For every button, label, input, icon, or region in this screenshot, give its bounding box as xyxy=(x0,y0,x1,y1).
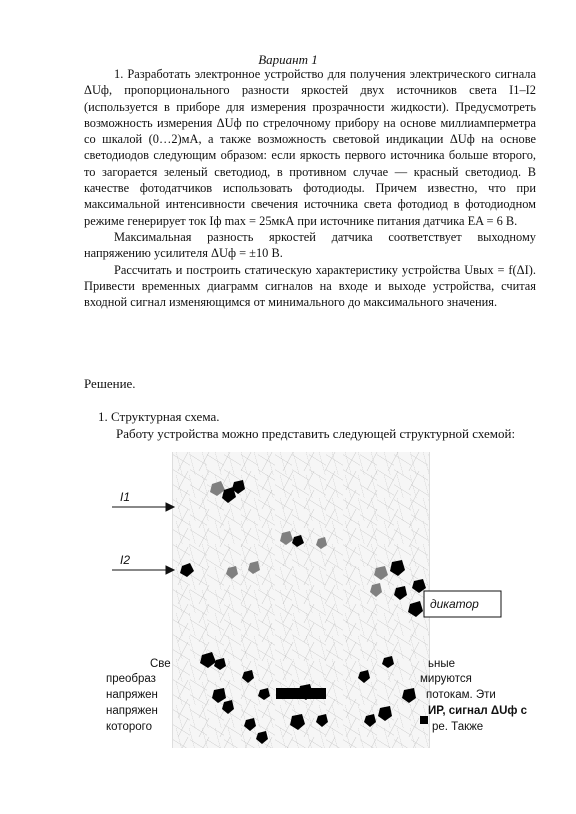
fragment-left: напряжен xyxy=(106,689,158,701)
tile xyxy=(210,481,225,496)
tile xyxy=(244,718,256,731)
tile xyxy=(292,535,304,547)
fragment-right: ре. Также xyxy=(432,721,484,733)
fragment-right: ьные xyxy=(428,658,456,670)
tile xyxy=(200,652,216,668)
tile xyxy=(256,731,268,744)
tile xyxy=(226,566,238,579)
input1-arrow-icon xyxy=(166,503,174,511)
fragment-left: преобраз xyxy=(106,673,156,685)
tile xyxy=(316,537,327,549)
input1-label: I1 xyxy=(120,490,131,504)
tile xyxy=(408,601,423,617)
fragment-right: ИР, сигнал ΔUф с xyxy=(428,705,528,717)
task-paragraph-2: Максимальная разность яркостей датчика соответствует выходному напряжению усилителя ΔUф = ±10 В. xyxy=(84,229,536,261)
fragment-left: напряжен xyxy=(106,705,158,717)
tile xyxy=(364,714,376,727)
tile xyxy=(222,700,234,714)
tile xyxy=(316,714,328,727)
tile xyxy=(420,716,428,724)
task-paragraph-1: 1. Разработать электронное устройство для получения электрического сигнала ΔUф, пропорционального разности яркостей двух источников света I1–I2 (используется в приборе для измерения прозрачности жидкости). Предусмотреть возможность измерения ΔUф по стрелочному прибору на основе миллиамперметра со шкалой (0…2)мА, а также возможность световой индикации ΔUф на основе светодиодов следующим образом: если яркость первого источника больше второго, то загорается зеленый светодиод, в противном случае — красный светодиод. В качестве фотодатчиков использовать фотодиоды. Причем известно, что при максимальной интенсивности свечения источника света фотодиод в фотодиодном режиме генерирует ток Iф max = 25мкА при источнике питания датчика EA = 6 В. xyxy=(84,67,536,228)
tile xyxy=(374,566,388,580)
task-paragraph-3: Рассчитать и построить статическую характеристику устройства Uвых = f(ΔI). Привести временных диаграмм сигналов на входе и выходе устройства, считая входной сигнал изменяющимся от минимального до максимального значения. xyxy=(84,262,536,310)
fragment-left: Све xyxy=(150,658,171,670)
section-title: 1. Структурная схема. xyxy=(98,409,220,424)
tile xyxy=(370,583,382,597)
input2-label: I2 xyxy=(120,553,131,567)
tile xyxy=(390,560,405,576)
tile xyxy=(394,586,407,600)
tile xyxy=(402,688,416,703)
fragment-right: мируются xyxy=(420,673,472,685)
indicator-label: дикатор xyxy=(430,597,479,611)
tile xyxy=(280,531,293,545)
tile xyxy=(214,658,226,670)
tile xyxy=(358,670,370,683)
input2-arrow-icon xyxy=(166,566,174,574)
section-intro: Работу устройства можно представить следующей структурной схемой: xyxy=(116,426,516,441)
tile xyxy=(290,714,305,730)
tile xyxy=(248,561,260,574)
tile xyxy=(242,670,254,683)
tile xyxy=(258,688,270,700)
tile xyxy=(382,656,394,668)
mosaic-tiles xyxy=(180,480,428,744)
tile xyxy=(212,688,226,703)
solution-heading: Решение. xyxy=(84,376,136,391)
fragment-right: потокам. Эти xyxy=(426,689,496,701)
tile xyxy=(180,563,194,577)
tile xyxy=(378,706,392,721)
variant-heading: Вариант 1 xyxy=(258,52,318,67)
fragment-left: которого xyxy=(106,721,152,733)
